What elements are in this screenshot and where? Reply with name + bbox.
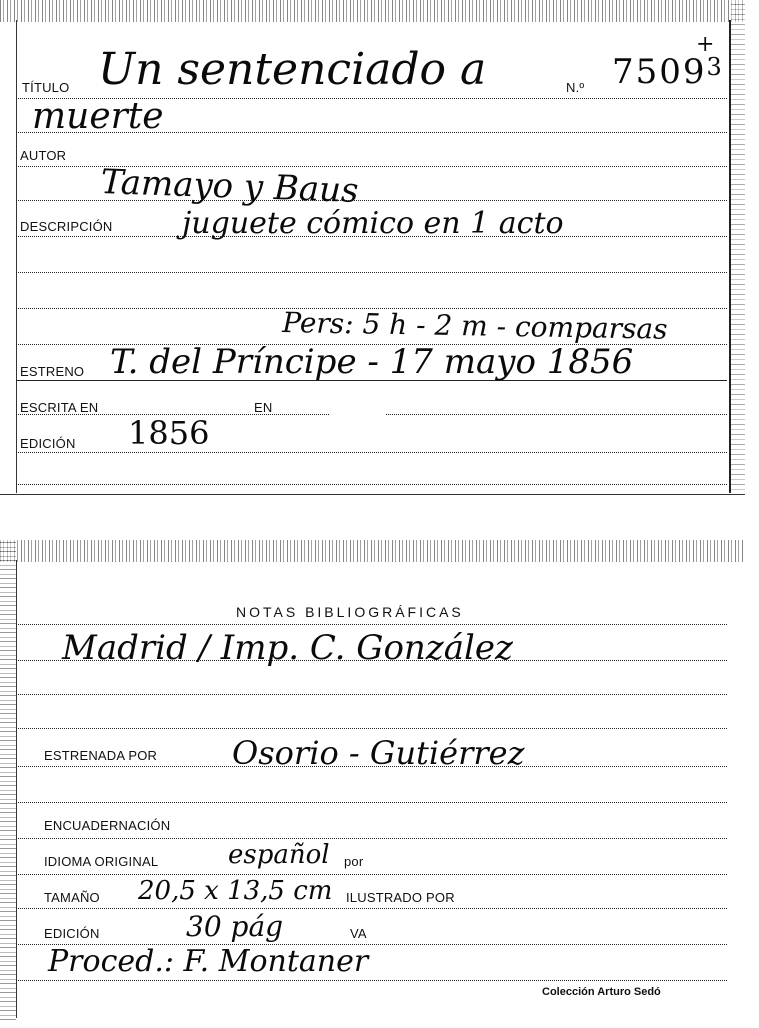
por-label: por	[344, 854, 364, 869]
rule-line	[16, 694, 727, 695]
scan-edge-left	[0, 540, 16, 1020]
idioma-value: español	[228, 840, 330, 870]
rule-line	[16, 980, 727, 981]
personajes-value: Pers: 5 h - 2 m - comparsas	[282, 306, 668, 346]
estreno-label: ESTRENO	[20, 364, 85, 379]
en-label: EN	[254, 400, 273, 415]
proced-value: Proced.: F. Montaner	[48, 944, 369, 979]
descripcion-label: DESCRIPCIÓN	[20, 219, 113, 234]
escrita-en-label: ESCRITA EN	[20, 400, 99, 415]
rule-line	[16, 272, 727, 273]
rule-line	[16, 802, 727, 803]
scan-edge-top	[0, 0, 745, 22]
scan-edge-top	[0, 540, 745, 562]
rule-line	[16, 484, 727, 485]
rule-line	[16, 452, 727, 453]
notas-value: Madrid / Imp. C. González	[62, 628, 513, 668]
titulo-line2: muerte	[32, 96, 164, 137]
va-label: VA	[350, 926, 367, 941]
edicion-value-back: 30 pág	[186, 910, 284, 943]
tamano-value: 20,5 x 13,5 cm	[138, 876, 333, 906]
scan-smudge	[372, 918, 420, 942]
catalog-card-front	[0, 0, 745, 495]
encuadernacion-label: ENCUADERNACIÓN	[44, 818, 171, 833]
estreno-value: T. del Príncipe - 17 mayo 1856	[110, 342, 634, 382]
rule-line	[16, 624, 727, 625]
ilustrado-label: ILUSTRADO POR	[346, 890, 455, 905]
numero-value	[612, 52, 724, 92]
autor-value: Tamayo y Baus	[100, 162, 360, 212]
autor-label: AUTOR	[20, 148, 67, 163]
numero-mark: +	[696, 32, 715, 57]
rule-line	[16, 838, 727, 839]
titulo-label: TÍTULO	[22, 80, 70, 95]
tamano-label: TAMAÑO	[44, 890, 100, 905]
titulo-line1: Un sentenciado a	[98, 44, 487, 95]
rule-line	[16, 728, 727, 729]
numero-digits: 7509	[612, 52, 707, 92]
scan-edge-right	[731, 0, 745, 495]
rule-line	[16, 908, 727, 909]
scan-smudge	[330, 392, 386, 440]
edicion-label-back: EDICIÓN	[44, 926, 100, 941]
descripcion-value: juguete cómico en 1 acto	[182, 206, 564, 241]
coleccion-footer: Colección Arturo Sedó	[542, 986, 661, 998]
numero-label: N.º	[566, 80, 585, 95]
edicion-label: EDICIÓN	[20, 436, 76, 451]
notas-label: NOTAS BIBLIOGRÁFICAS	[236, 604, 464, 620]
estrenada-por-value: Osorio - Gutiérrez	[232, 734, 525, 772]
numero-superscript: 3	[706, 53, 724, 81]
card-bottom-edge	[0, 494, 745, 495]
rule-line	[16, 874, 727, 875]
idioma-label: IDIOMA ORIGINAL	[44, 854, 159, 869]
estrenada-por-label: ESTRENADA POR	[44, 748, 158, 763]
edicion-value: 1856	[128, 414, 210, 452]
catalog-card-back	[0, 540, 745, 1020]
